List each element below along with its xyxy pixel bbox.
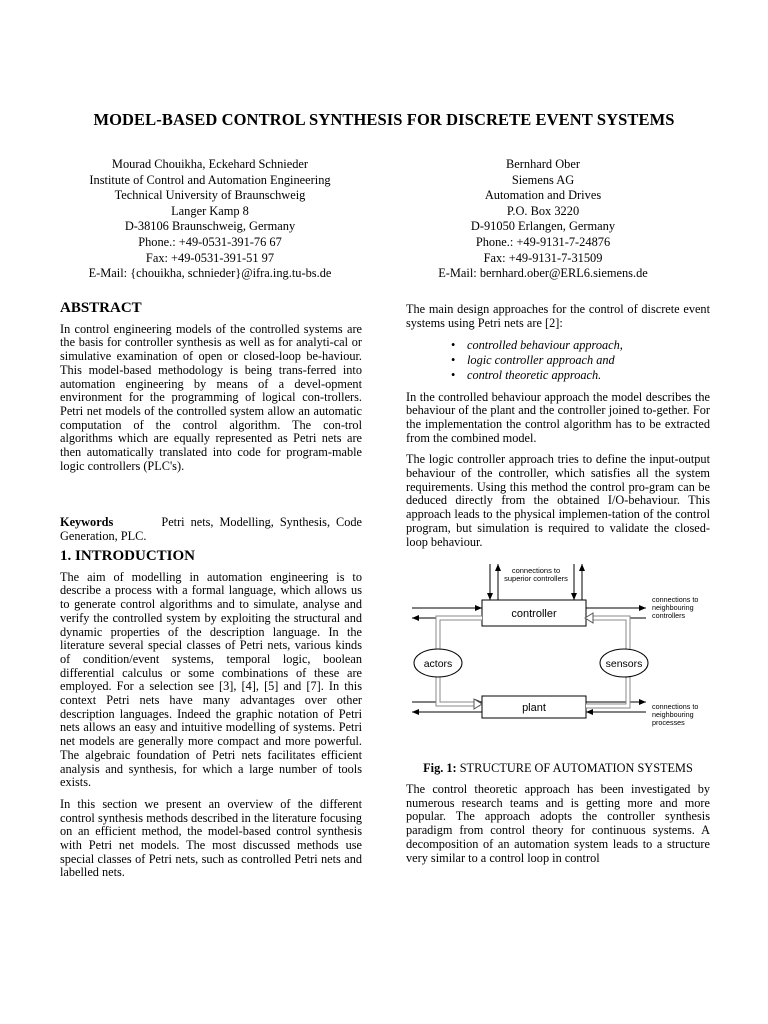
- right-column-bottom: [406, 783, 710, 865]
- approach-list: [406, 338, 710, 382]
- introduction-section: [60, 550, 362, 880]
- right-column: [406, 303, 710, 549]
- abstract-heading: ABSTRACT: [60, 300, 142, 316]
- paper-title: MODEL-BASED CONTROL SYNTHESIS FOR DISCRETE EVENT SYSTEMS: [93, 110, 675, 129]
- loop-controller-actors: [438, 618, 482, 649]
- right-paragraph-3: The logic controller approach tries to define the input-output behaviour of the controller, which satisfies all the system requirements. Using this method the control pro-gram can be deduced directly from the obtained I/O-behaviour. This approach leads to the physical implemen-tation of the control program, but simulation is required to validate the closed-loop behaviour.: [406, 452, 710, 549]
- author-email: E-Mail: bernhard.ober@ERL6.siemens.de: [438, 266, 648, 281]
- superior-label-1: connections to: [511, 566, 561, 575]
- superior-label-2: superior controllers: [504, 574, 568, 583]
- keywords: [60, 516, 362, 543]
- author-line: Fax: +49-9131-7-31509: [483, 250, 603, 265]
- figure-diagram: [410, 562, 710, 737]
- list-item: • logic controller approach and: [451, 353, 710, 368]
- figure-caption-label: Fig. 1:: [423, 761, 457, 775]
- author-line: Phone.: +49-0531-391-76 67: [138, 234, 282, 249]
- right-paragraph-1: The main design approaches for the control of discrete event systems using Petri nets are [2]:: [406, 302, 710, 330]
- author-email: E-Mail: {chouikha, schnieder}@ifra.ing.tu-bs.de: [88, 266, 332, 281]
- list-item: • controlled behaviour approach,: [451, 338, 710, 353]
- author-line: Technical University of Braunschweig: [114, 188, 306, 203]
- author-line: Fax: +49-0531-391-51 97: [145, 250, 275, 265]
- right-paragraph-4: The control theoretic approach has been investigated by numerous research teams and is getting more and more popular. The approach adopts the controller synthesis paradigm from control theory for continuous systems. A decomposition of an automation system leads to a structure very similar to a control loop in control: [406, 782, 710, 865]
- author-block-right: [393, 157, 693, 282]
- author-line: Bernhard Ober: [506, 157, 580, 171]
- author-block-left: [60, 157, 360, 282]
- author-line: P.O. Box 3220: [506, 203, 580, 218]
- introduction-paragraph-1: The aim of modelling in automation engineering is to describe a process with a formal language, which allows us to generate control algorithms and to simulate, analyse and verify the controlled system by exploiting the structural and dynamic properties of the description language. In the literature several special classes of Petri nets, various kinds of condition/event systems, temporal logic, boolean differential calculus or some combinations of these are employed. For a selection see [3], [4], [5] and [7]. In this context Petri nets have many advantages over other description languages. Indeed the graphic notation of Petri nets allows an easy and intuitive modelling of systems. Petri net models are generally more compact and more powerful. The algebraic foundation of Petri nets facilitates efficient analysis and synthesis, for which a large number of tools exists.: [60, 569, 362, 790]
- neighbour-ctrl-label-3: controllers: [652, 611, 686, 620]
- author-line: Mourad Chouikha, Eckehard Schnieder: [111, 157, 309, 171]
- list-item: • control theoretic approach.: [451, 368, 710, 383]
- author-line: D-38106 Braunschweig, Germany: [124, 219, 296, 234]
- loop-sensors-controller: [592, 618, 628, 649]
- figure-caption: [406, 761, 710, 776]
- introduction-paragraph-2: In this section we present an overview of the different control synthesis methods described in the literature focusing on an efficient method, the model-based control synthesis with Petri net models. The most discussed methods use special classes of Petri nets, such as controlled Petri nets and labelled nets.: [60, 796, 362, 880]
- neighbour-proc-label-3: processes: [652, 718, 685, 727]
- author-line: Siemens AG: [511, 172, 575, 187]
- actors-label: actors: [423, 658, 453, 670]
- automation-structure-figure: [410, 562, 710, 737]
- author-line: Phone.: +49-9131-7-24876: [475, 234, 611, 249]
- neighbour-proc-label-2: neighbouring: [652, 710, 694, 719]
- author-line: Institute of Control and Automation Engineering: [89, 172, 331, 187]
- neighbour-proc-label-1: connections to: [652, 702, 699, 711]
- introduction-heading: 1. INTRODUCTION: [60, 548, 196, 564]
- abstract-text: In control engineering models of the controlled systems are the basis for controller synthesis as well as for analyti-cal or simulative examination of open or closed-loop be-haviour. This model-based methodology is being trans-ferred into automation engineering by means of a devel-opment environment for the programming of logical con-trollers. Petri net models of the controlled system allow an automatic computation of the control algorithm. The con-trol algorithms which are equally represented as Petri nets are then automatically translated into code for program-mable logic controllers (PLC's).: [60, 321, 362, 473]
- author-line: D-91050 Erlangen, Germany: [470, 219, 616, 234]
- right-paragraph-2: In the controlled behaviour approach the model describes the behaviour of the plant and the controller joined to-gether. For the implementation the control algorithm has to be extracted from the combined model.: [406, 389, 710, 445]
- figure-caption-text: STRUCTURE OF AUTOMATION SYSTEMS: [459, 761, 693, 775]
- keywords-label: Keywords: [60, 515, 114, 529]
- controller-label: controller: [511, 608, 557, 620]
- author-line: Langer Kamp 8: [171, 203, 249, 218]
- neighbour-ctrl-label-2: neighbouring: [652, 603, 694, 612]
- sensors-label: sensors: [605, 658, 643, 670]
- neighbour-ctrl-label-1: connections to: [652, 595, 699, 604]
- author-line: Automation and Drives: [484, 188, 602, 203]
- plant-label: plant: [522, 702, 546, 714]
- keywords-text: Petri nets, Modelling, Synthesis, Code Generation, PLC.: [60, 515, 363, 543]
- left-column: [60, 302, 362, 473]
